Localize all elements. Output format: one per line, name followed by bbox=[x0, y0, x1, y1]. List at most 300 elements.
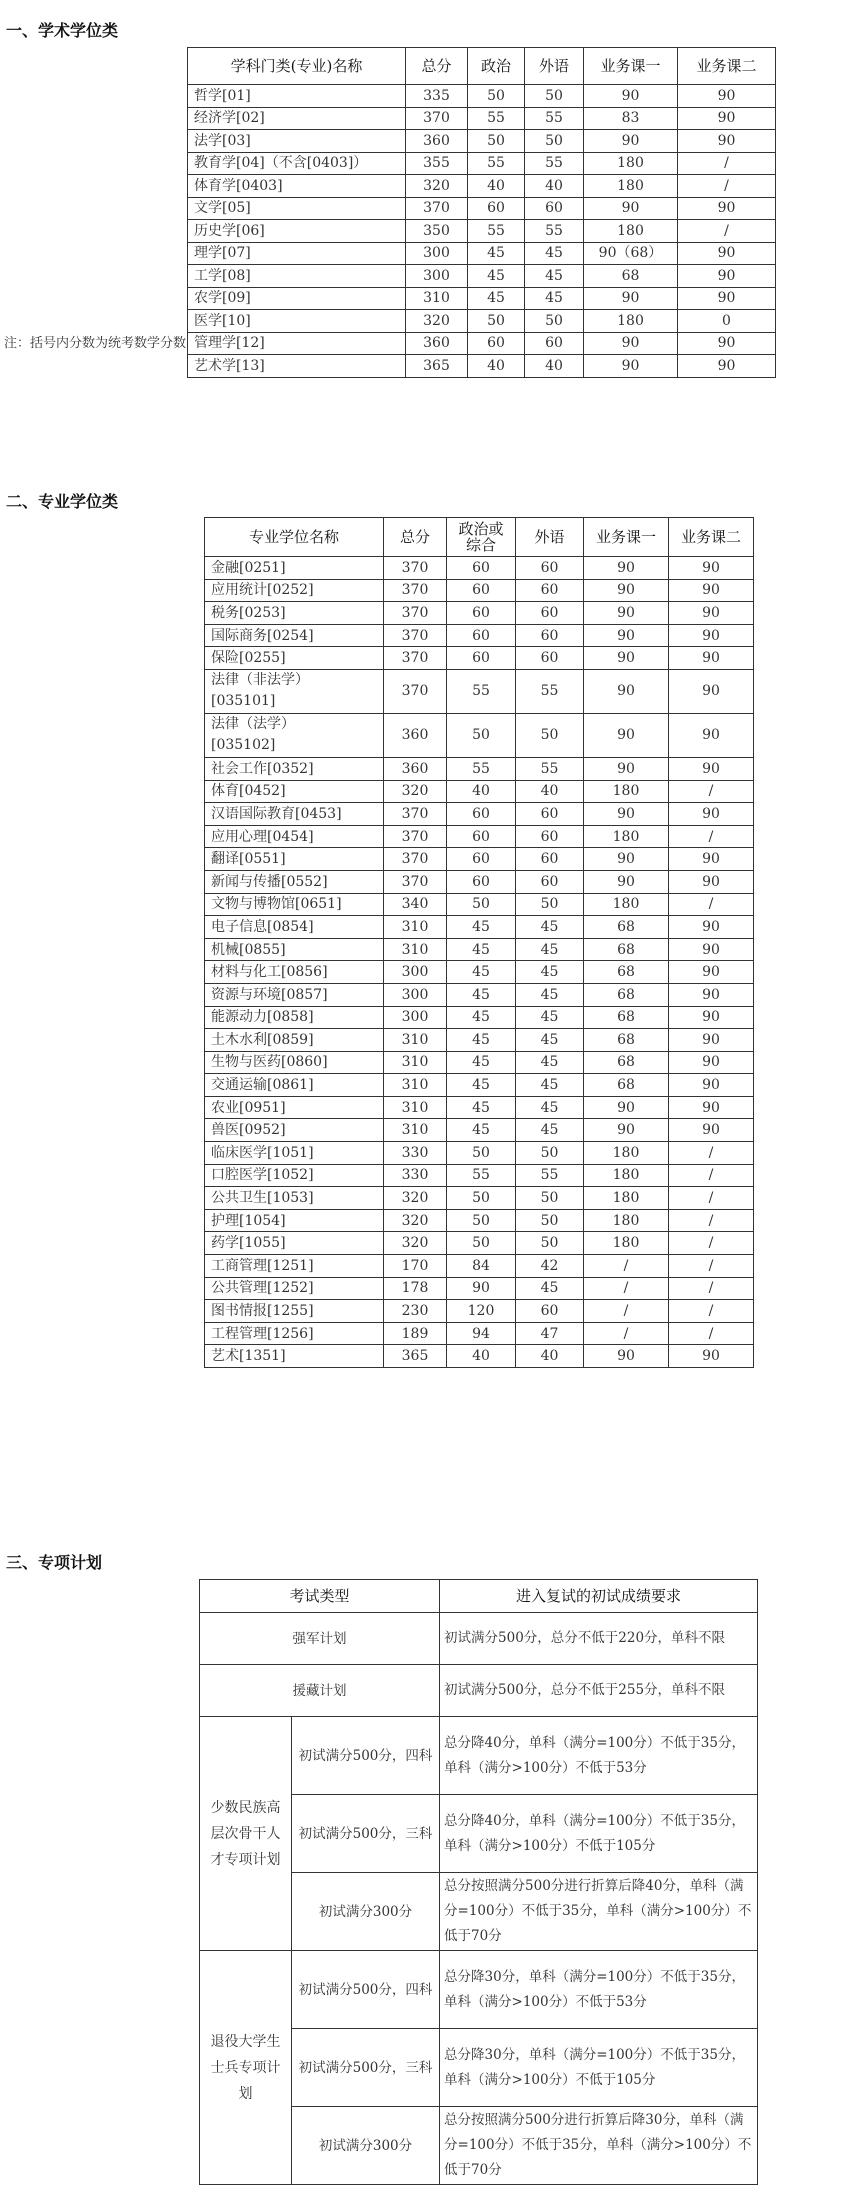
score-cell: 90 bbox=[584, 1096, 669, 1119]
score-cell: 45 bbox=[516, 1006, 584, 1029]
section-title-special: 三、专项计划 bbox=[6, 1553, 103, 1572]
score-cell: 45 bbox=[516, 938, 584, 961]
score-cell: 320 bbox=[384, 1187, 447, 1210]
score-cell: / bbox=[669, 1164, 754, 1187]
score-cell: 84 bbox=[447, 1255, 516, 1278]
table-row bbox=[205, 983, 754, 1006]
column-header: 专业学位名称 bbox=[205, 518, 384, 557]
score-cell: 370 bbox=[384, 624, 447, 647]
score-cell: 335 bbox=[406, 85, 468, 108]
table-row bbox=[205, 1096, 754, 1119]
special-plan-table bbox=[199, 1579, 758, 2185]
score-cell: 178 bbox=[384, 1277, 447, 1300]
discipline-name-cell: 管理学[12] bbox=[188, 332, 406, 355]
degree-name-cell: 临床医学[1051] bbox=[205, 1142, 384, 1165]
score-cell: 55 bbox=[516, 757, 584, 780]
score-cell: 90 bbox=[584, 602, 669, 625]
score-cell: 370 bbox=[384, 557, 447, 580]
table-row bbox=[205, 1119, 754, 1142]
score-cell: 40 bbox=[525, 175, 584, 198]
score-cell: 47 bbox=[516, 1322, 584, 1345]
plan-group-name-cell: 退役大学生士兵专项计划 bbox=[200, 1951, 292, 2185]
column-header: 业务课一 bbox=[584, 48, 678, 85]
score-cell: 370 bbox=[406, 197, 468, 220]
discipline-name-cell: 教育学[04]（不含[0403]） bbox=[188, 152, 406, 175]
discipline-name-cell: 农学[09] bbox=[188, 287, 406, 310]
score-cell: 90 bbox=[669, 983, 754, 1006]
degree-name-cell: 翻译[0551] bbox=[205, 848, 384, 871]
score-cell: 45 bbox=[525, 242, 584, 265]
table-row bbox=[188, 355, 776, 378]
score-cell: 60 bbox=[516, 647, 584, 670]
degree-name-cell: 电子信息[0854] bbox=[205, 916, 384, 939]
score-cell: 60 bbox=[447, 848, 516, 871]
degree-name-cell: 交通运输[0861] bbox=[205, 1074, 384, 1097]
score-cell: 365 bbox=[406, 355, 468, 378]
score-cell: 90 bbox=[584, 757, 669, 780]
table-row bbox=[205, 780, 754, 803]
degree-name-cell: 公共管理[1252] bbox=[205, 1277, 384, 1300]
score-cell: 50 bbox=[468, 310, 525, 333]
score-cell: 90 bbox=[584, 287, 678, 310]
table-row bbox=[200, 1613, 758, 1665]
table-row bbox=[188, 310, 776, 333]
exam-type-cell: 初试满分500分，四科 bbox=[292, 1951, 440, 2029]
score-cell: 370 bbox=[384, 579, 447, 602]
score-cell: 45 bbox=[516, 1074, 584, 1097]
degree-name-cell: 口腔医学[1052] bbox=[205, 1164, 384, 1187]
score-cell: / bbox=[584, 1300, 669, 1323]
column-header: 业务课二 bbox=[678, 48, 776, 85]
score-cell: 90 bbox=[584, 669, 669, 713]
degree-name-cell: 社会工作[0352] bbox=[205, 757, 384, 780]
score-cell: 180 bbox=[584, 893, 669, 916]
score-cell: 360 bbox=[406, 332, 468, 355]
score-cell: 180 bbox=[584, 175, 678, 198]
score-cell: 40 bbox=[516, 1345, 584, 1368]
score-cell: 310 bbox=[384, 1029, 447, 1052]
table-row bbox=[205, 624, 754, 647]
score-cell: 60 bbox=[468, 197, 525, 220]
score-cell: 45 bbox=[468, 265, 525, 288]
discipline-name-cell: 体育学[0403] bbox=[188, 175, 406, 198]
degree-name-cell: 图书情报[1255] bbox=[205, 1300, 384, 1323]
table-row bbox=[205, 1322, 754, 1345]
score-cell: 300 bbox=[384, 983, 447, 1006]
score-cell: 68 bbox=[584, 265, 678, 288]
table-row bbox=[205, 1300, 754, 1323]
discipline-name-cell: 医学[10] bbox=[188, 310, 406, 333]
score-cell: 50 bbox=[525, 310, 584, 333]
score-cell: 50 bbox=[516, 1142, 584, 1165]
degree-name-cell: 药学[1055] bbox=[205, 1232, 384, 1255]
score-cell: 180 bbox=[584, 1209, 669, 1232]
requirement-cell: 初试满分500分，总分不低于255分，单科不限 bbox=[440, 1665, 758, 1717]
degree-name-cell: 公共卫生[1053] bbox=[205, 1187, 384, 1210]
score-cell: 45 bbox=[516, 1277, 584, 1300]
score-cell: 50 bbox=[516, 1232, 584, 1255]
column-header: 学科门类(专业)名称 bbox=[188, 48, 406, 85]
score-cell: 68 bbox=[584, 1029, 669, 1052]
score-cell: / bbox=[669, 780, 754, 803]
score-cell: 310 bbox=[384, 1074, 447, 1097]
score-cell: 320 bbox=[384, 780, 447, 803]
score-cell: 300 bbox=[406, 242, 468, 265]
score-cell: 330 bbox=[384, 1142, 447, 1165]
score-cell: 90 bbox=[584, 803, 669, 826]
section-title-professional: 二、专业学位类 bbox=[6, 492, 119, 511]
score-cell: / bbox=[669, 1277, 754, 1300]
plan-group-name-cell: 少数民族高层次骨干人才专项计划 bbox=[200, 1717, 292, 1951]
score-cell: 90 bbox=[669, 557, 754, 580]
score-cell: 180 bbox=[584, 310, 678, 333]
table-row bbox=[205, 602, 754, 625]
score-cell: 90 bbox=[584, 1345, 669, 1368]
header-exam-type: 考试类型 bbox=[200, 1580, 440, 1613]
score-cell: / bbox=[678, 220, 776, 243]
score-cell: 120 bbox=[447, 1300, 516, 1323]
score-cell: 50 bbox=[447, 1209, 516, 1232]
score-cell: 310 bbox=[384, 916, 447, 939]
score-cell: 50 bbox=[516, 1209, 584, 1232]
score-cell: 45 bbox=[447, 1096, 516, 1119]
degree-name-cell: 工程管理[1256] bbox=[205, 1322, 384, 1345]
score-cell: 370 bbox=[406, 107, 468, 130]
score-cell: 55 bbox=[468, 152, 525, 175]
score-cell: 45 bbox=[447, 1051, 516, 1074]
score-cell: 60 bbox=[516, 1300, 584, 1323]
table-row bbox=[188, 265, 776, 288]
score-cell: 370 bbox=[384, 825, 447, 848]
table-row bbox=[188, 197, 776, 220]
score-cell: 40 bbox=[468, 175, 525, 198]
score-cell: 40 bbox=[525, 355, 584, 378]
score-cell: 90 bbox=[447, 1277, 516, 1300]
table-row bbox=[205, 1006, 754, 1029]
degree-name-cell: 金融[0251] bbox=[205, 557, 384, 580]
column-header: 总分 bbox=[406, 48, 468, 85]
score-cell: 90（68） bbox=[584, 242, 678, 265]
column-header: 业务课一 bbox=[584, 518, 669, 557]
degree-name-cell: 新闻与传播[0552] bbox=[205, 870, 384, 893]
header-requirement: 进入复试的初试成绩要求 bbox=[440, 1580, 758, 1613]
degree-name-cell: 法律（法学）[035102] bbox=[205, 713, 384, 757]
score-cell: 90 bbox=[669, 848, 754, 871]
table-row bbox=[200, 1717, 758, 1795]
table-row bbox=[205, 647, 754, 670]
score-cell: / bbox=[669, 1142, 754, 1165]
score-cell: 45 bbox=[516, 961, 584, 984]
score-cell: / bbox=[669, 1322, 754, 1345]
column-header: 总分 bbox=[384, 518, 447, 557]
table-row bbox=[205, 1164, 754, 1187]
score-cell: 50 bbox=[516, 893, 584, 916]
score-cell: 55 bbox=[525, 107, 584, 130]
table-row bbox=[200, 1951, 758, 2029]
exam-type-cell: 初试满分300分 bbox=[292, 2107, 440, 2185]
degree-name-cell: 国际商务[0254] bbox=[205, 624, 384, 647]
score-cell: / bbox=[678, 175, 776, 198]
degree-name-cell: 应用统计[0252] bbox=[205, 579, 384, 602]
score-cell: 83 bbox=[584, 107, 678, 130]
score-cell: 340 bbox=[384, 893, 447, 916]
score-cell: 68 bbox=[584, 1074, 669, 1097]
score-cell: 320 bbox=[406, 310, 468, 333]
score-cell: / bbox=[669, 893, 754, 916]
plan-type-cell: 强军计划 bbox=[200, 1613, 440, 1665]
score-cell: 90 bbox=[584, 130, 678, 153]
requirement-cell: 总分按照满分500分进行折算后降40分，单科（满分=100分）不低于35分，单科（满分>100分）不低于70分 bbox=[440, 1873, 758, 1951]
table-row bbox=[188, 332, 776, 355]
score-cell: 90 bbox=[584, 647, 669, 670]
table-row bbox=[205, 1029, 754, 1052]
score-cell: 90 bbox=[669, 624, 754, 647]
score-cell: 45 bbox=[447, 983, 516, 1006]
score-cell: 55 bbox=[447, 1164, 516, 1187]
score-cell: 60 bbox=[447, 825, 516, 848]
score-cell: 90 bbox=[584, 557, 669, 580]
table-row bbox=[205, 757, 754, 780]
degree-name-cell: 法律（非法学）[035101] bbox=[205, 669, 384, 713]
score-cell: 90 bbox=[669, 1345, 754, 1368]
table-row bbox=[205, 961, 754, 984]
exam-type-cell: 初试满分500分，三科 bbox=[292, 2029, 440, 2107]
score-cell: 350 bbox=[406, 220, 468, 243]
table-row bbox=[205, 848, 754, 871]
score-cell: / bbox=[669, 1209, 754, 1232]
score-cell: 90 bbox=[678, 130, 776, 153]
discipline-name-cell: 理学[07] bbox=[188, 242, 406, 265]
score-cell: 60 bbox=[447, 647, 516, 670]
score-cell: 189 bbox=[384, 1322, 447, 1345]
score-cell: 90 bbox=[584, 579, 669, 602]
score-cell: 50 bbox=[525, 130, 584, 153]
degree-name-cell: 汉语国际教育[0453] bbox=[205, 803, 384, 826]
score-cell: 68 bbox=[584, 938, 669, 961]
score-cell: 90 bbox=[584, 870, 669, 893]
score-cell: 50 bbox=[447, 893, 516, 916]
score-cell: 68 bbox=[584, 961, 669, 984]
discipline-name-cell: 历史学[06] bbox=[188, 220, 406, 243]
score-cell: 50 bbox=[468, 130, 525, 153]
score-cell: 90 bbox=[584, 624, 669, 647]
score-cell: 45 bbox=[516, 1096, 584, 1119]
score-cell: 60 bbox=[447, 557, 516, 580]
score-cell: 45 bbox=[447, 916, 516, 939]
score-cell: / bbox=[584, 1255, 669, 1278]
table-row bbox=[205, 713, 754, 757]
score-cell: 180 bbox=[584, 1232, 669, 1255]
score-cell: 330 bbox=[384, 1164, 447, 1187]
table-row bbox=[200, 1665, 758, 1717]
score-cell: 180 bbox=[584, 1187, 669, 1210]
column-header: 政治 bbox=[468, 48, 525, 85]
discipline-name-cell: 经济学[02] bbox=[188, 107, 406, 130]
score-cell: 55 bbox=[516, 669, 584, 713]
discipline-name-cell: 哲学[01] bbox=[188, 85, 406, 108]
score-cell: 90 bbox=[678, 107, 776, 130]
score-cell: 45 bbox=[447, 1006, 516, 1029]
score-cell: 180 bbox=[584, 1142, 669, 1165]
score-cell: 68 bbox=[584, 983, 669, 1006]
score-cell: 90 bbox=[678, 85, 776, 108]
degree-name-cell: 兽医[0952] bbox=[205, 1119, 384, 1142]
score-cell: 90 bbox=[678, 287, 776, 310]
score-cell: 60 bbox=[447, 624, 516, 647]
requirement-cell: 初试满分500分，总分不低于220分，单科不限 bbox=[440, 1613, 758, 1665]
score-cell: / bbox=[669, 1300, 754, 1323]
score-cell: 45 bbox=[447, 1119, 516, 1142]
degree-name-cell: 体育[0452] bbox=[205, 780, 384, 803]
score-cell: 0 bbox=[678, 310, 776, 333]
score-cell: 90 bbox=[669, 602, 754, 625]
table-row bbox=[188, 130, 776, 153]
score-cell: 310 bbox=[384, 1096, 447, 1119]
score-cell: 50 bbox=[447, 713, 516, 757]
column-header: 业务课二 bbox=[669, 518, 754, 557]
degree-name-cell: 材料与化工[0856] bbox=[205, 961, 384, 984]
score-cell: 90 bbox=[669, 1051, 754, 1074]
score-cell: 90 bbox=[669, 1096, 754, 1119]
score-cell: 90 bbox=[584, 848, 669, 871]
score-cell: 68 bbox=[584, 1051, 669, 1074]
score-cell: 90 bbox=[669, 916, 754, 939]
score-cell: 45 bbox=[468, 242, 525, 265]
score-cell: 60 bbox=[447, 579, 516, 602]
score-cell: 320 bbox=[384, 1209, 447, 1232]
degree-name-cell: 艺术[1351] bbox=[205, 1345, 384, 1368]
score-cell: 45 bbox=[516, 1051, 584, 1074]
score-cell: 60 bbox=[468, 332, 525, 355]
discipline-name-cell: 文学[05] bbox=[188, 197, 406, 220]
score-cell: 50 bbox=[516, 713, 584, 757]
score-cell: 180 bbox=[584, 825, 669, 848]
score-cell: 60 bbox=[525, 197, 584, 220]
score-cell: 90 bbox=[584, 197, 678, 220]
score-cell: 370 bbox=[384, 848, 447, 871]
score-cell: 90 bbox=[678, 355, 776, 378]
degree-name-cell: 税务[0253] bbox=[205, 602, 384, 625]
score-cell: 360 bbox=[406, 130, 468, 153]
score-cell: 40 bbox=[447, 1345, 516, 1368]
table-row bbox=[205, 803, 754, 826]
requirement-cell: 总分降40分，单科（满分=100分）不低于35分，单科（满分>100分）不低于53分 bbox=[440, 1717, 758, 1795]
score-cell: 60 bbox=[516, 624, 584, 647]
score-cell: 40 bbox=[447, 780, 516, 803]
table-row bbox=[205, 916, 754, 939]
table-row bbox=[205, 1142, 754, 1165]
score-cell: 50 bbox=[447, 1187, 516, 1210]
degree-name-cell: 护理[1054] bbox=[205, 1209, 384, 1232]
score-cell: 365 bbox=[384, 1345, 447, 1368]
degree-name-cell: 应用心理[0454] bbox=[205, 825, 384, 848]
score-cell: 55 bbox=[447, 757, 516, 780]
score-cell: 55 bbox=[447, 669, 516, 713]
table-header-row bbox=[200, 1580, 758, 1613]
score-cell: 60 bbox=[516, 848, 584, 871]
requirement-cell: 总分降40分，单科（满分=100分）不低于35分，单科（满分>100分）不低于105分 bbox=[440, 1795, 758, 1873]
score-cell: 68 bbox=[584, 916, 669, 939]
score-cell: 45 bbox=[516, 1119, 584, 1142]
score-cell: 60 bbox=[516, 557, 584, 580]
score-cell: 310 bbox=[406, 287, 468, 310]
score-cell: / bbox=[584, 1277, 669, 1300]
score-cell: 45 bbox=[516, 916, 584, 939]
score-cell: 45 bbox=[447, 938, 516, 961]
score-cell: 60 bbox=[447, 803, 516, 826]
degree-name-cell: 农业[0951] bbox=[205, 1096, 384, 1119]
degree-name-cell: 机械[0855] bbox=[205, 938, 384, 961]
score-cell: 300 bbox=[406, 265, 468, 288]
score-cell: 55 bbox=[525, 220, 584, 243]
score-cell: 310 bbox=[384, 1119, 447, 1142]
score-cell: 90 bbox=[678, 197, 776, 220]
table-row bbox=[205, 1074, 754, 1097]
score-cell: / bbox=[669, 1255, 754, 1278]
score-cell: 90 bbox=[669, 870, 754, 893]
score-cell: / bbox=[678, 152, 776, 175]
plan-type-cell: 援藏计划 bbox=[200, 1665, 440, 1717]
degree-name-cell: 工商管理[1251] bbox=[205, 1255, 384, 1278]
table-row bbox=[205, 1209, 754, 1232]
table-row bbox=[188, 287, 776, 310]
score-cell: 45 bbox=[447, 961, 516, 984]
score-cell: / bbox=[669, 1187, 754, 1210]
requirement-cell: 总分按照满分500分进行折算后降30分，单科（满分=100分）不低于35分，单科（满分>100分）不低于70分 bbox=[440, 2107, 758, 2185]
table-row bbox=[188, 85, 776, 108]
degree-name-cell: 文物与博物馆[0651] bbox=[205, 893, 384, 916]
score-cell: 40 bbox=[516, 780, 584, 803]
score-cell: 42 bbox=[516, 1255, 584, 1278]
table-row bbox=[205, 1277, 754, 1300]
score-cell: 60 bbox=[516, 825, 584, 848]
score-cell: 50 bbox=[525, 85, 584, 108]
score-cell: 300 bbox=[384, 1006, 447, 1029]
score-cell: 310 bbox=[384, 1051, 447, 1074]
score-cell: 45 bbox=[447, 1074, 516, 1097]
column-header: 外语 bbox=[525, 48, 584, 85]
discipline-name-cell: 工学[08] bbox=[188, 265, 406, 288]
score-cell: 90 bbox=[669, 1029, 754, 1052]
score-cell: 60 bbox=[525, 332, 584, 355]
table-row bbox=[205, 893, 754, 916]
score-cell: 300 bbox=[384, 961, 447, 984]
score-cell: 230 bbox=[384, 1300, 447, 1323]
discipline-name-cell: 艺术学[13] bbox=[188, 355, 406, 378]
score-cell: 370 bbox=[384, 669, 447, 713]
table-row bbox=[205, 579, 754, 602]
score-cell: / bbox=[669, 1232, 754, 1255]
table-row bbox=[205, 1187, 754, 1210]
score-cell: 90 bbox=[669, 757, 754, 780]
score-cell: 45 bbox=[516, 983, 584, 1006]
score-cell: 90 bbox=[669, 1006, 754, 1029]
degree-name-cell: 生物与医药[0860] bbox=[205, 1051, 384, 1074]
score-cell: 94 bbox=[447, 1322, 516, 1345]
score-cell: 90 bbox=[678, 265, 776, 288]
score-cell: 90 bbox=[669, 647, 754, 670]
score-cell: 60 bbox=[447, 870, 516, 893]
table-row bbox=[188, 175, 776, 198]
score-cell: 320 bbox=[406, 175, 468, 198]
score-cell: 55 bbox=[468, 107, 525, 130]
table-row bbox=[188, 242, 776, 265]
table-row bbox=[205, 1051, 754, 1074]
score-cell: 170 bbox=[384, 1255, 447, 1278]
table-note: 注：括号内分数为统考数学分数 bbox=[4, 336, 187, 351]
academic-degree-table bbox=[187, 47, 776, 378]
score-cell: 180 bbox=[584, 152, 678, 175]
